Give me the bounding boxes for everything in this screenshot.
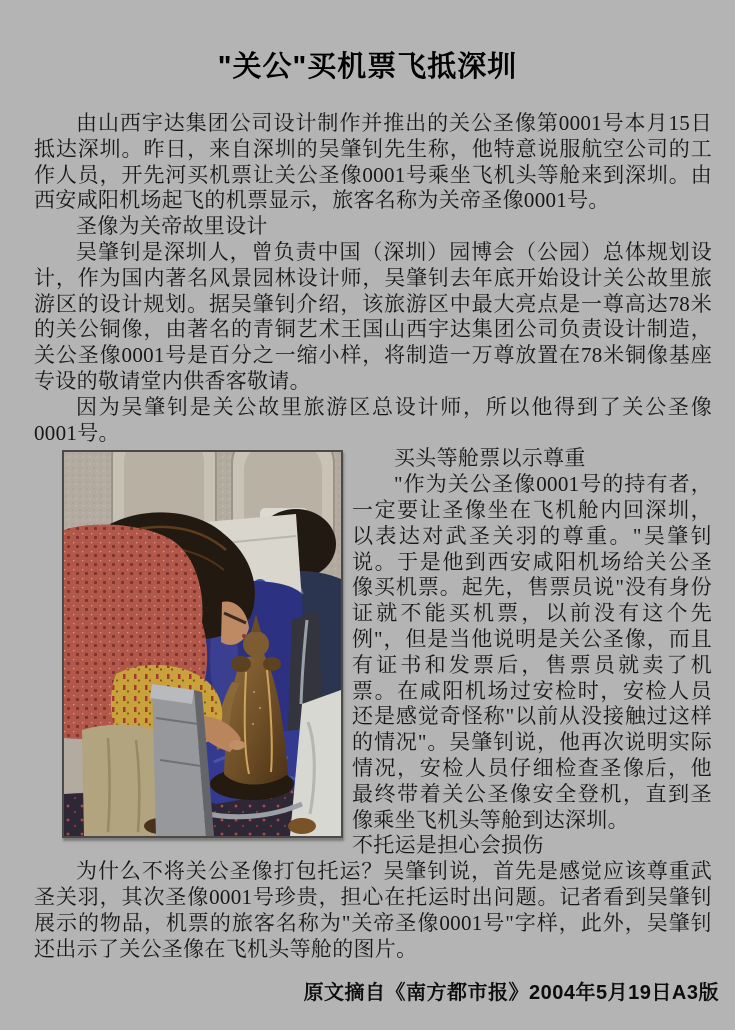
- photo-wrap: [62, 446, 345, 838]
- photo-and-column: [34, 446, 712, 859]
- section1-heading: 圣像为关帝故里设计: [76, 214, 268, 239]
- article-body: [34, 111, 712, 962]
- section2-heading: 买头等舱票以示尊重: [394, 446, 586, 471]
- cabin-photo: [62, 450, 343, 838]
- section3-paragraph-1: 为什么不将关公圣像打包托运？吴肇钊说，首先是感觉应该尊重武圣关羽，其次圣像0001号珍贵，担心在托运时出问题。记者看到吴肇钊展示的物品，机票的旅客名称为"关帝圣像0001号"字样，此外，吴肇钊还出示了关公圣像在飞机头等舱的图片。: [34, 859, 712, 961]
- intro-paragraph: 由山西宇达集团公司设计制作并推出的关公圣像第0001号本月15日抵达深圳。昨日，来自深圳的吴肇钊先生称，他特意说服航空公司的工作人员，开先河买机票让关公圣像0001号乘坐飞机头等舱来到深圳。由西安咸阳机场起飞的机票显示，旅客名称为关帝圣像0001号。: [34, 111, 712, 213]
- section2-paragraph-1: "作为关公圣像0001号的持有者，一定要让圣像坐在飞机舱内回深圳，以表达对武圣关羽的尊重。"吴肇钊说。于是他到西安咸阳机场给关公圣像买机票。起先，售票员说"没有身份证就不能买机票，以前没有这个先例"，但是当他说明是关公圣像，而且有证书和发票后，售票员就卖了机票。在咸阳机场过安检时，安检人员还是感觉奇怪称"以前从没接触过这样的情况"。吴肇钊说，他再次说明实际情况，安检人员仔细检查圣像后，他最终带着关公圣像安全登机，直到圣像乘坐飞机头等舱到达深圳。: [352, 472, 712, 832]
- section1-paragraph-1: 吴肇钊是深圳人，曾负责中国（深圳）园博会（公园）总体规划设计，作为国内著名风景园林设计师，吴肇钊去年底开始设计关公故里旅游区的设计规划。据吴肇钊介绍，该旅游区中最大亮点是一尊高达78米的关公铜像，由著名的青铜艺术王国山西宇达集团公司负责设计制造，关公圣像0001号是百分之一缩小样，将制造一万尊放置在78米铜像基座专设的敬请堂内供香客敬请。: [34, 239, 712, 393]
- source-attribution: 原文摘自《南方都市报》2004年5月19日A3版: [303, 982, 719, 1005]
- section1-paragraph-2: 因为吴肇钊是关公故里旅游区总设计师，所以他得到了关公圣像0001号。: [34, 394, 712, 445]
- section3-heading: 不托运是担心会损伤: [352, 833, 544, 858]
- right-column: [352, 446, 712, 859]
- article-title: "关公"买机票飞抵深圳: [217, 51, 518, 83]
